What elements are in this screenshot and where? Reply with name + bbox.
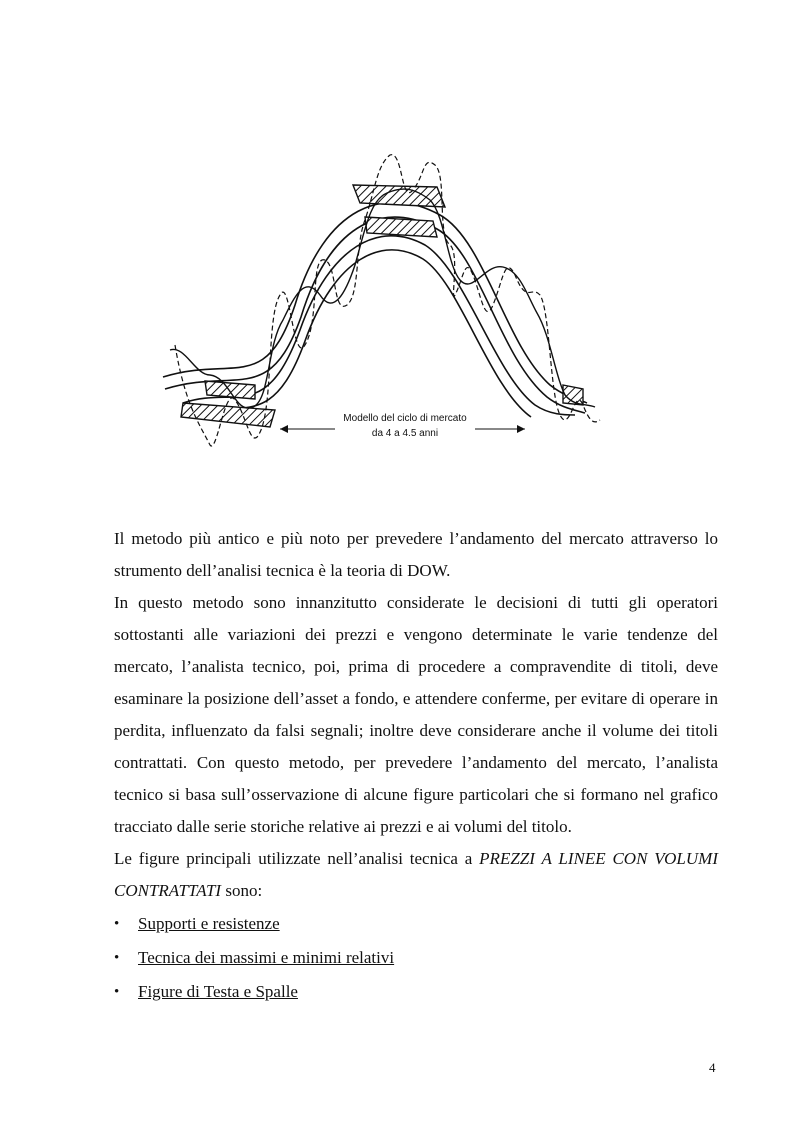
paragraph-text: In questo metodo sono innanzitutto considerate le decisioni di tutti gli operatori sottostanti alle variazioni dei prezzi e vengono determinate le varie tendenze del mercato, l’analista tecnico, poi, prima di procedere a compravendite di titoli, deve esaminare la posizione dell’asset a fondo, e attendere conferme, per evitare di operare in perdita, influenzato da falsi segnali; inoltre deve considerare anche il volume dei titoli contrattati. Con questo metodo, per prevedere l’andamento del mercato, l’analista tecnico si basa sull’osservazione di alcune figure particolari che si formano nel grafico tracciato dalle serie storiche relative ai prezzi e ai volumi del titolo. bbox=[114, 593, 718, 836]
cycle-arrow-head-right-icon bbox=[517, 425, 525, 433]
list-item bbox=[114, 941, 718, 975]
figure-caption-line2: da 4 a 4.5 anni bbox=[371, 428, 439, 439]
paragraph-text-tail: sono: bbox=[221, 881, 263, 900]
paragraph-text: Il metodo più antico e più noto per prevedere l’andamento del mercato attraverso lo strumento dell’analisi tecnica è la teoria di DOW. bbox=[114, 529, 718, 580]
bullet-dot-icon: • bbox=[114, 950, 120, 966]
top-hatched-cap-upper bbox=[353, 185, 445, 207]
link-testa-spalle[interactable]: Figure di Testa e Spalle bbox=[138, 982, 298, 1001]
figure-caption-line1: Modello del ciclo di mercato bbox=[343, 413, 467, 424]
link-supporti-resistenze[interactable]: Supporti e resistenze bbox=[138, 914, 280, 933]
link-massimi-minimi[interactable]: Tecnica dei massimi e minimi relativi bbox=[138, 948, 395, 967]
left-hatched-cap-upper bbox=[205, 381, 255, 399]
page-number: 4 bbox=[709, 1060, 716, 1075]
emphasis-text: PREZZI A LINEE CON VOLUMI CONTRATTATI bbox=[114, 849, 718, 900]
paragraph-dow-theory bbox=[114, 523, 718, 587]
market-cycle-drawing bbox=[155, 145, 615, 460]
cycle-arrow-head-left-icon bbox=[280, 425, 288, 433]
figures-list bbox=[114, 907, 718, 1009]
list-item bbox=[114, 975, 718, 1009]
paragraph-text: Le figure principali utilizzate nell’analisi tecnica a bbox=[114, 849, 480, 868]
paragraph-method-description bbox=[114, 587, 718, 843]
market-cycle-figure bbox=[155, 145, 615, 460]
bullet-dot-icon: • bbox=[114, 984, 120, 1000]
paragraph-main-figures bbox=[114, 843, 718, 907]
top-hatched-cap-lower bbox=[365, 217, 437, 237]
list-item bbox=[114, 907, 718, 941]
bullet-dot-icon: • bbox=[114, 916, 120, 932]
body-text bbox=[114, 523, 718, 1009]
